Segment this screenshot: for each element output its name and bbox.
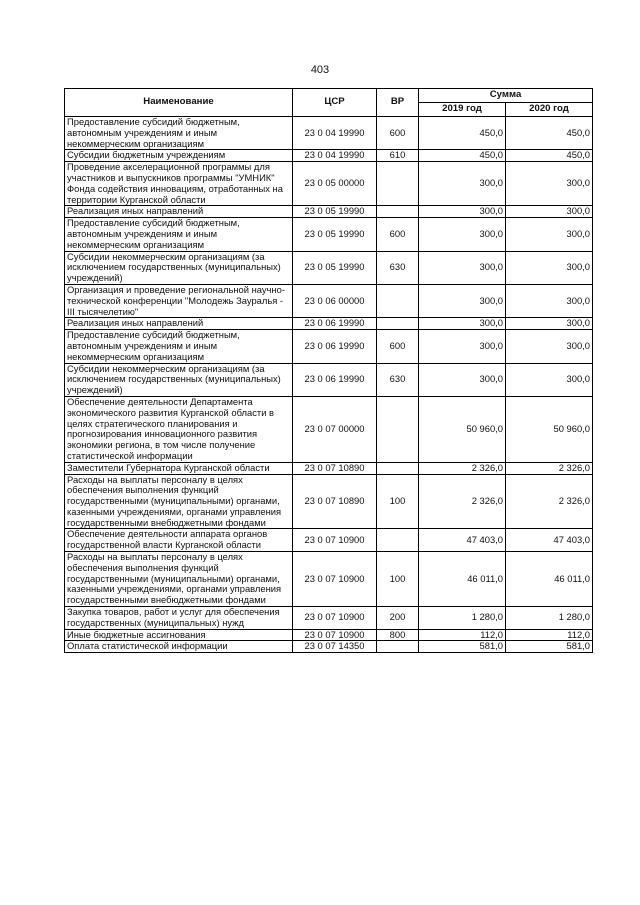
row-amount-2019: 1 280,0 — [419, 607, 506, 630]
row-amount-2019: 112,0 — [419, 629, 506, 641]
row-amount-2019: 47 403,0 — [419, 529, 506, 552]
header-year-2019: 2019 год — [419, 103, 506, 117]
row-amount-2020: 300,0 — [506, 251, 593, 284]
row-vr: 600 — [377, 330, 419, 363]
table-row — [65, 641, 593, 653]
row-amount-2019: 450,0 — [419, 117, 506, 150]
row-amount-2020: 50 960,0 — [506, 396, 593, 462]
row-name: Заместители Губернатора Курганской области — [65, 462, 293, 474]
table-row — [65, 117, 593, 150]
row-csr: 23 0 05 19990 — [293, 218, 377, 251]
row-vr — [377, 462, 419, 474]
row-amount-2019: 300,0 — [419, 218, 506, 251]
row-amount-2019: 581,0 — [419, 641, 506, 653]
row-csr: 23 0 07 10890 — [293, 462, 377, 474]
row-name: Расходы на выплаты персоналу в целях обеспечения выполнения функций государственными (муниципальными) органами, казенными учреждениями, органами управления государственными внебюджетными фондами — [65, 474, 293, 529]
row-amount-2019: 46 011,0 — [419, 552, 506, 607]
row-name: Субсидии некоммерческим организациям (за исключением государственных (муниципальных) учреждений) — [65, 363, 293, 396]
row-amount-2020: 47 403,0 — [506, 529, 593, 552]
table-row — [65, 474, 593, 529]
row-name: Проведение акселерационной программы для участников и выпускников программы "УМНИК" Фонда содействия инновациям, отработанных на территории Курганской области — [65, 162, 293, 206]
row-csr: 23 0 07 10900 — [293, 529, 377, 552]
row-vr: 100 — [377, 552, 419, 607]
row-name: Предоставление субсидий бюджетным, автономным учреждениям и иным некоммерческим организациям — [65, 330, 293, 363]
table-row — [65, 552, 593, 607]
row-name: Организация и проведение региональной научно-технической конференции "Молодежь Зауралья - III тысячелетию" — [65, 284, 293, 317]
table-row — [65, 150, 593, 162]
row-vr — [377, 641, 419, 653]
table-row — [65, 629, 593, 641]
row-csr: 23 0 04 19990 — [293, 117, 377, 150]
row-vr — [377, 162, 419, 206]
row-csr: 23 0 06 19990 — [293, 318, 377, 330]
table-row — [65, 529, 593, 552]
table-row — [65, 462, 593, 474]
table-row — [65, 363, 593, 396]
row-vr: 600 — [377, 218, 419, 251]
row-amount-2020: 581,0 — [506, 641, 593, 653]
row-vr: 800 — [377, 629, 419, 641]
row-amount-2020: 300,0 — [506, 218, 593, 251]
row-vr: 200 — [377, 607, 419, 630]
row-vr — [377, 318, 419, 330]
row-name: Предоставление субсидий бюджетным, автономным учреждениям и иным некоммерческим организациям — [65, 117, 293, 150]
row-name: Субсидии некоммерческим организациям (за исключением государственных (муниципальных) учреждений) — [65, 251, 293, 284]
row-amount-2019: 300,0 — [419, 284, 506, 317]
row-name: Субсидии бюджетным учреждениям — [65, 150, 293, 162]
table-row — [65, 162, 593, 206]
row-amount-2019: 2 326,0 — [419, 474, 506, 529]
row-name: Обеспечение деятельности аппарата органов государственной власти Курганской области — [65, 529, 293, 552]
row-amount-2019: 300,0 — [419, 318, 506, 330]
row-amount-2020: 46 011,0 — [506, 552, 593, 607]
table-body — [65, 117, 593, 653]
row-amount-2020: 300,0 — [506, 363, 593, 396]
row-amount-2019: 450,0 — [419, 150, 506, 162]
row-amount-2019: 300,0 — [419, 162, 506, 206]
header-sum: Сумма — [419, 89, 593, 103]
row-vr: 100 — [377, 474, 419, 529]
row-amount-2020: 450,0 — [506, 150, 593, 162]
row-csr: 23 0 04 19990 — [293, 150, 377, 162]
row-amount-2020: 300,0 — [506, 162, 593, 206]
row-csr: 23 0 07 10900 — [293, 552, 377, 607]
row-name: Обеспечение деятельности Департамента экономического развития Курганской области в целях стратегического планирования и прогнозирования инновационного развития экономики региона, в том числе получение статистической информации — [65, 396, 293, 462]
row-vr: 630 — [377, 251, 419, 284]
row-csr: 23 0 05 00000 — [293, 162, 377, 206]
row-csr: 23 0 06 00000 — [293, 284, 377, 317]
row-vr — [377, 396, 419, 462]
header-vr: ВР — [377, 89, 419, 117]
row-amount-2019: 300,0 — [419, 206, 506, 218]
table-row — [65, 251, 593, 284]
row-vr — [377, 284, 419, 317]
row-amount-2019: 300,0 — [419, 363, 506, 396]
row-amount-2020: 1 280,0 — [506, 607, 593, 630]
row-name: Предоставление субсидий бюджетным, автономным учреждениям и иным некоммерческим организациям — [65, 218, 293, 251]
page-number: 403 — [310, 64, 330, 76]
row-amount-2019: 2 326,0 — [419, 462, 506, 474]
table-row — [65, 206, 593, 218]
row-csr: 23 0 07 10900 — [293, 629, 377, 641]
row-amount-2020: 300,0 — [506, 330, 593, 363]
row-vr: 600 — [377, 117, 419, 150]
row-name: Реализация иных направлений — [65, 318, 293, 330]
row-name: Иные бюджетные ассигнования — [65, 629, 293, 641]
header-year-2020: 2020 год — [506, 103, 593, 117]
row-csr: 23 0 07 10890 — [293, 474, 377, 529]
row-csr: 23 0 05 19990 — [293, 206, 377, 218]
row-name: Оплата статистической информации — [65, 641, 293, 653]
table-row — [65, 218, 593, 251]
row-amount-2020: 300,0 — [506, 318, 593, 330]
row-vr — [377, 529, 419, 552]
row-amount-2020: 112,0 — [506, 629, 593, 641]
row-vr — [377, 206, 419, 218]
row-amount-2020: 2 326,0 — [506, 474, 593, 529]
row-csr: 23 0 06 19990 — [293, 363, 377, 396]
row-name: Закупка товаров, работ и услуг для обеспечения государственных (муниципальных) нужд — [65, 607, 293, 630]
row-amount-2020: 450,0 — [506, 117, 593, 150]
row-vr: 610 — [377, 150, 419, 162]
row-csr: 23 0 07 00000 — [293, 396, 377, 462]
table-row — [65, 396, 593, 462]
row-amount-2019: 300,0 — [419, 251, 506, 284]
row-name: Расходы на выплаты персоналу в целях обеспечения выполнения функций государственными (муниципальными) органами, казенными учреждениями, органами управления государственными внебюджетными фондами — [65, 552, 293, 607]
header-csr: ЦСР — [293, 89, 377, 117]
table-row — [65, 607, 593, 630]
table-header — [65, 89, 593, 117]
row-amount-2020: 300,0 — [506, 284, 593, 317]
row-csr: 23 0 07 14350 — [293, 641, 377, 653]
row-csr: 23 0 06 19990 — [293, 330, 377, 363]
table-row — [65, 284, 593, 317]
row-amount-2020: 2 326,0 — [506, 462, 593, 474]
row-amount-2020: 300,0 — [506, 206, 593, 218]
row-amount-2019: 300,0 — [419, 330, 506, 363]
header-name: Наименование — [65, 89, 293, 117]
row-name: Реализация иных направлений — [65, 206, 293, 218]
row-csr: 23 0 05 19990 — [293, 251, 377, 284]
row-amount-2019: 50 960,0 — [419, 396, 506, 462]
row-vr: 630 — [377, 363, 419, 396]
table-row — [65, 330, 593, 363]
row-csr: 23 0 07 10900 — [293, 607, 377, 630]
table-row — [65, 318, 593, 330]
budget-table — [64, 88, 593, 653]
